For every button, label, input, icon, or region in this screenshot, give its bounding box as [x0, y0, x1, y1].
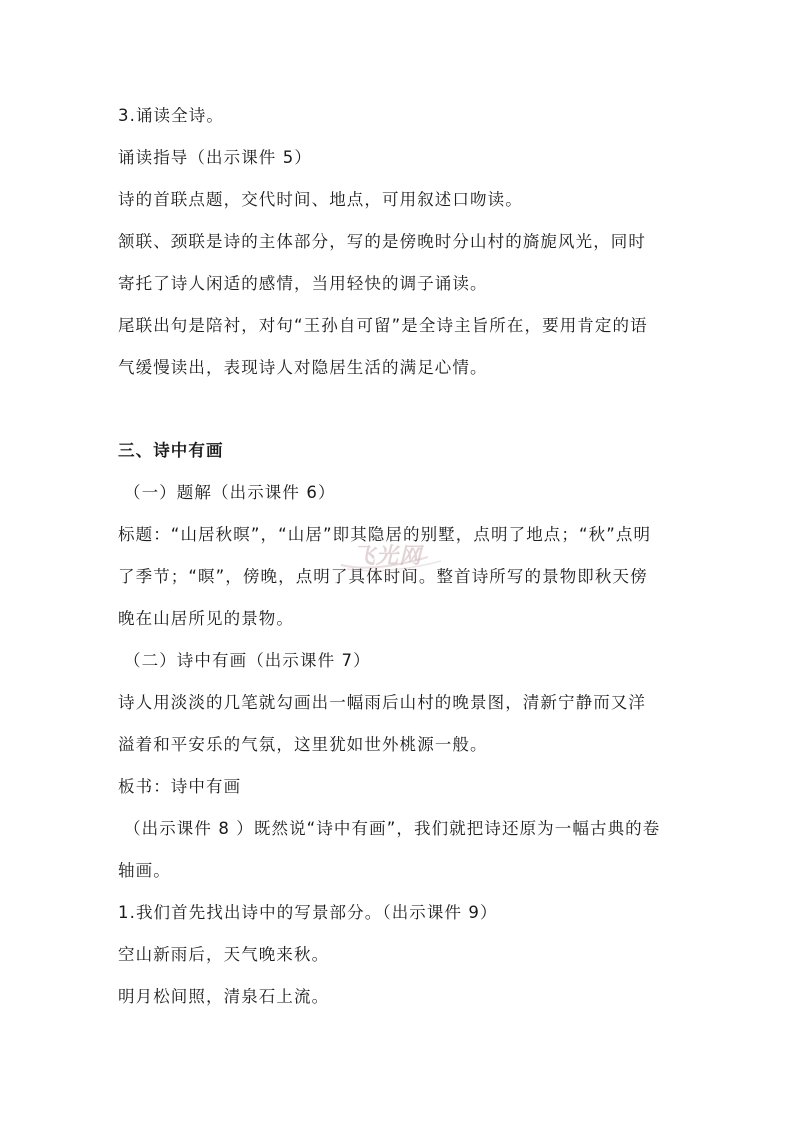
paragraph-line: 寄托了诗人闲适的感情，当用轻快的调子诵读。: [118, 274, 488, 293]
paragraph-line: 诗的首联点题，交代时间、地点，可用叙述口吻读。: [118, 190, 523, 209]
paragraph-line: 了季节；“暝”，傍晚，点明了具体时间。整首诗所写的景物即秋天傍: [118, 567, 648, 586]
recitation-guide-heading: 诵读指导（出示课件 5）: [118, 148, 312, 167]
poem-line: 明月松间照，清泉石上流。: [118, 987, 330, 1006]
paragraph-line: 气缓慢读出，表现诗人对隐居生活的满足心情。: [118, 358, 488, 377]
paragraph-line: 标题：“山居秋暝”，“山居”即其隐居的别墅，点明了地点；“秋”点明: [118, 525, 652, 544]
paragraph-line: 晚在山居所见的景物。: [118, 609, 294, 628]
paragraph-line: 尾联出句是陪衬，对句“王孙自可留”是全诗主旨所在，要用肯定的语: [118, 316, 648, 335]
step-3-recite-text: 3.诵读全诗。: [118, 106, 224, 125]
paragraph-line: 溢着和平安乐的气氛，这里犹如世外桃源一般。: [118, 735, 488, 754]
section-heading-three: 三、诗中有画: [118, 441, 224, 460]
poem-line: 空山新雨后，天气晚来秋。: [118, 945, 330, 964]
watermark-text: 飞光网: [353, 543, 423, 569]
subsection-heading-two: （二）诗中有画（出示课件 7）: [124, 651, 371, 670]
paragraph-line: 颔联、颈联是诗的主体部分，写的是傍晚时分山村的旖旎风光，同时: [118, 232, 646, 251]
blackboard-note: 板书：诗中有画: [118, 777, 242, 796]
paragraph-line: 诗人用淡淡的几笔就勾画出一幅雨后山村的晚景图，清新宁静而又洋: [118, 693, 646, 712]
subsection-heading-one: （一）题解（出示课件 6）: [124, 483, 336, 502]
paragraph-line: 轴画。: [118, 861, 171, 880]
paragraph-line: （出示课件 8 ）既然说“诗中有画”，我们就把诗还原为一幅古典的卷: [124, 819, 661, 838]
step-1-find-scenery: 1.我们首先找出诗中的写景部分。（出示课件 9）: [118, 903, 498, 922]
